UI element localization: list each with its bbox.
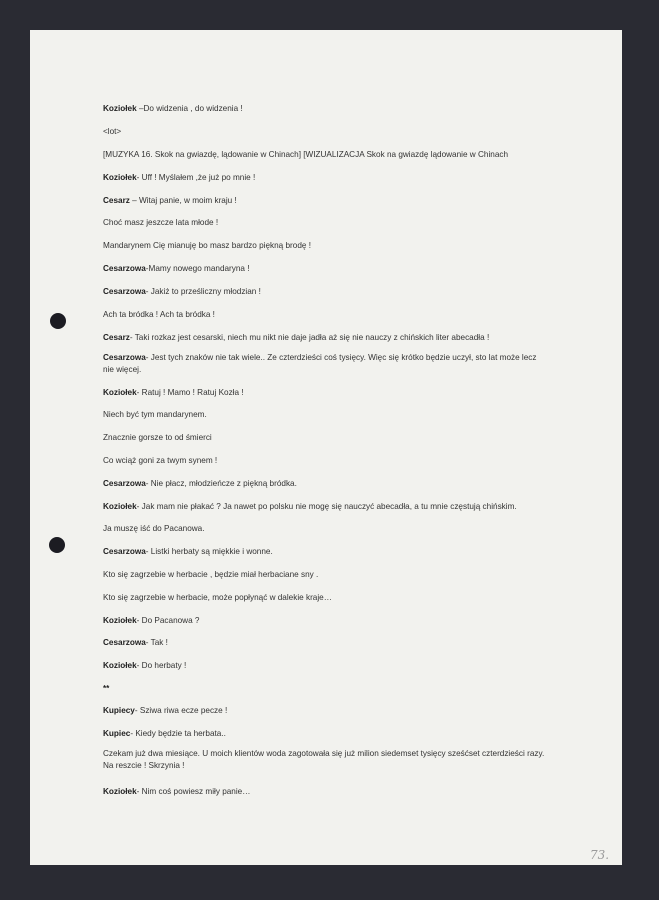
script-line	[103, 728, 553, 740]
speaker-name: Cesarz	[103, 196, 130, 205]
line-text: Choć masz jeszcze lata młode !	[103, 218, 219, 227]
speaker-name: Cesarzowa	[103, 547, 146, 556]
line-text: - Sziwa riwa ecze pecze !	[134, 706, 228, 715]
script-line	[103, 240, 553, 252]
line-text: Znacznie gorsze to od śmierci	[103, 433, 212, 442]
speaker-name: Cesarzowa	[103, 638, 146, 647]
script-line	[103, 501, 553, 513]
line-text: - Jakiż to prześliczny młodzian !	[145, 287, 261, 296]
script-line	[103, 149, 553, 161]
script-line	[103, 455, 553, 467]
line-text: - Listki herbaty są miękkie i wonne.	[145, 547, 273, 556]
punch-hole	[49, 537, 65, 553]
script-line	[103, 569, 553, 581]
speaker-name: Kupiec	[103, 729, 131, 738]
script-line	[103, 660, 553, 672]
line-text: - Nie płacz, młodzieńcze z piękną bródka.	[145, 479, 297, 488]
line-text: [MUZYKA 16. Skok na gwiazdę, lądowanie w Chinach] [WIZUALIZACJA Skok na gwiazdę lądowanie w Chinach	[103, 150, 509, 159]
script-line	[103, 387, 553, 399]
script-line	[103, 683, 553, 695]
line-text: Kto się zagrzebie w herbacie , będzie miał herbaciane sny .	[103, 570, 319, 579]
script-line	[103, 352, 548, 376]
script-line	[103, 309, 553, 321]
speaker-name: Cesarz	[103, 333, 130, 342]
script-line	[103, 748, 548, 772]
line-text: - Ratuj ! Mamo ! Ratuj Kozła !	[136, 388, 244, 397]
line-text: - Jest tych znaków nie tak wiele.. Ze czterdzieści coś tysięcy. Więc się krótko będzie uczył, sto lat może lecz nie więcej.	[103, 353, 537, 374]
line-text: Ja muszę iść do Pacanowa.	[103, 524, 205, 533]
page-number: 73.	[590, 848, 610, 862]
script-line	[103, 172, 553, 184]
script-line	[103, 332, 553, 344]
script-line	[103, 126, 553, 138]
script-line	[103, 637, 553, 649]
script-line	[103, 103, 553, 115]
script-line	[103, 409, 553, 421]
script-line	[103, 286, 553, 298]
script-line	[103, 786, 553, 798]
line-text: –Do widzenia , do widzenia !	[136, 104, 243, 113]
speaker-name: Koziołek	[103, 661, 137, 670]
line-text: Co wciąż goni za twym synem !	[103, 456, 218, 465]
speaker-name: Kupiecy	[103, 706, 135, 715]
punch-hole	[50, 313, 66, 329]
line-text: - Taki rozkaz jest cesarski, niech mu nikt nie daje jadła aż się nie nauczy z chińskich liter abecadła !	[129, 333, 490, 342]
speaker-name: Cesarzowa	[103, 353, 146, 362]
line-text: - Tak !	[145, 638, 168, 647]
script-line	[103, 546, 553, 558]
speaker-name: Koziołek	[103, 502, 137, 511]
speaker-name: Koziołek	[103, 787, 137, 796]
speaker-name: Koziołek	[103, 388, 137, 397]
script-line	[103, 195, 553, 207]
script-line	[103, 217, 553, 229]
script-line	[103, 263, 553, 275]
speaker-name: Koziołek	[103, 616, 137, 625]
speaker-name: **	[103, 684, 110, 693]
line-text: – Witaj panie, w moim kraju !	[129, 196, 237, 205]
line-text: - Uff ! Myślałem ,że już po mnie !	[136, 173, 256, 182]
line-text: - Kiedy będzie ta herbata..	[130, 729, 226, 738]
script-line	[103, 432, 553, 444]
speaker-name: Koziołek	[103, 173, 137, 182]
speaker-name: Cesarzowa	[103, 287, 146, 296]
script-line	[103, 705, 553, 717]
script-line	[103, 615, 553, 627]
line-text: <lot>	[103, 127, 122, 136]
line-text: - Do Pacanowa ?	[136, 616, 200, 625]
line-text: Mandarynem Cię mianuję bo masz bardzo piękną brodę !	[103, 241, 311, 250]
line-text: - Jak mam nie płakać ? Ja nawet po polsku nie mogę się nauczyć abecadła, a tu mnie częstują chińskim.	[136, 502, 517, 511]
line-text: -Mamy nowego mandaryna !	[145, 264, 250, 273]
script-line	[103, 592, 553, 604]
line-text: Niech być tym mandarynem.	[103, 410, 207, 419]
speaker-name: Cesarzowa	[103, 264, 146, 273]
line-text: Czekam już dwa miesiące. U moich klientów woda zagotowała się już milion siedemset tysięcy sześćset czterdzieści razy. Na reszcie ! Skrzynia !	[103, 749, 545, 770]
line-text: Ach ta bródka ! Ach ta bródka !	[103, 310, 215, 319]
speaker-name: Koziołek	[103, 104, 137, 113]
speaker-name: Cesarzowa	[103, 479, 146, 488]
line-text: - Nim coś powiesz miły panie…	[136, 787, 251, 796]
script-line	[103, 523, 553, 535]
line-text: - Do herbaty !	[136, 661, 187, 670]
line-text: Kto się zagrzebie w herbacie, może popłynąć w dalekie kraje…	[103, 593, 332, 602]
script-line	[103, 478, 553, 490]
